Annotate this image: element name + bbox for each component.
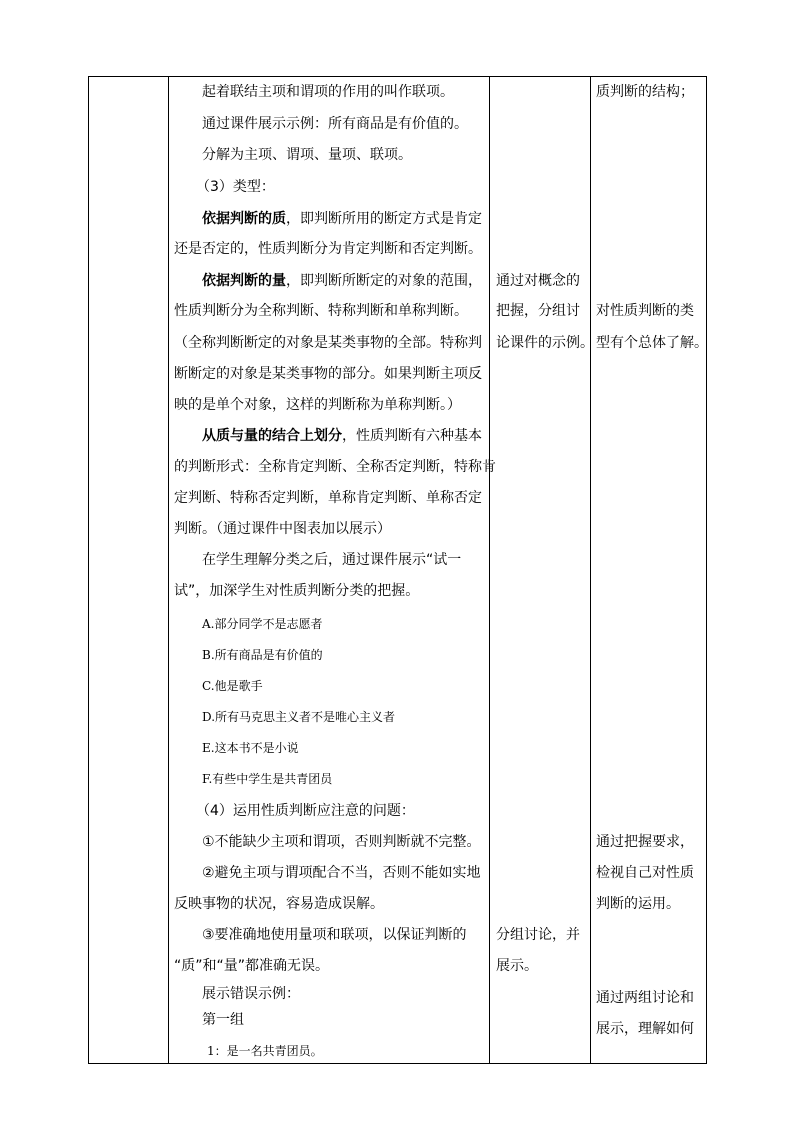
design-intent-line: 判断的运用。 [596,896,680,912]
content-paragraph: 从质与量的结合上划分，性质判断有六种基本 [202,428,482,444]
section-heading: （4）运用性质判断应注意的问题： [196,803,415,819]
bold-term: 从质与量的结合上划分 [202,428,342,444]
design-intent-line: 对性质判断的类 [596,303,694,319]
design-intent-line: 通过两组讨论和 [596,990,694,1006]
student-activity-cell [490,77,594,1063]
content-paragraph: 展示错误示例： [202,986,300,1002]
design-intent-line: 展示，理解如何 [596,1021,694,1037]
content-paragraph: ③要准确地使用量项和联项，以保证判断的 [202,927,467,943]
content-paragraph: “质”和“量”都准确无误。 [174,958,330,974]
content-paragraph: 定判断、特称否定判断，单称肯定判断、单称否定 [174,490,482,506]
content-paragraph: 判断。（通过课件中图表加以展示） [174,521,391,537]
example-item: 1：是一名共青团员。 [207,1044,323,1058]
example-item: F.有些中学生是共青团员 [202,772,333,786]
content-paragraph: 试”，加深学生对性质判断分类的把握。 [174,583,420,599]
bold-term: 依据判断的质 [202,211,286,227]
design-intent-line: 质判断的结构； [596,84,694,100]
content-paragraph: 分解为主项、谓项、量项、联项。 [202,147,412,163]
stage-cell [89,77,168,1063]
example-item: D.所有马克思主义者不是唯心主义者 [202,710,396,724]
content-paragraph: （全称判断断定的对象是某类事物的全部。特称判 [174,335,482,351]
content-cell [169,77,496,1063]
content-paragraph: 依据判断的量，即判断所断定的对象的范围， [202,273,482,289]
design-intent-line: 检视自己对性质 [596,865,694,881]
student-activity-line: 分组讨论，并 [496,927,580,943]
student-activity-line: 通过对概念的 [496,273,580,289]
content-paragraph: 的判断形式：全称肯定判断、全称否定判断，特称肯 [174,459,496,475]
content-paragraph: ①不能缺少主项和谓项，否则判断就不完整。 [202,834,481,850]
student-activity-line: 论课件的示例。 [496,335,594,351]
bold-term: 依据判断的量 [202,273,286,289]
design-intent-line: 型有个总体了解。 [596,335,708,351]
content-paragraph: 反映事物的状况，容易造成误解。 [174,896,384,912]
content-paragraph: ②避免主项与谓项配合不当，否则不能如实地 [202,865,481,881]
content-paragraph: 映的是单个对象，这样的判断称为单称判断。） [174,397,461,413]
content-paragraph: 在学生理解分类之后，通过课件展示“试一 [202,552,462,568]
content-paragraph: 还是否定的，性质判断分为肯定判断和否定判断。 [174,241,482,257]
design-intent-line: 通过把握要求， [596,834,694,850]
example-item: A.部分同学不是志愿者 [202,617,323,631]
lesson-table [88,76,707,1064]
content-paragraph: 通过课件展示示例：所有商品是有价值的。 [202,116,468,132]
section-heading: （3）类型： [196,179,275,195]
content-paragraph: 依据判断的质，即判断所用的断定方式是肯定 [202,211,482,227]
example-item: B.所有商品是有价值的 [202,648,323,662]
example-item: C.他是歌手 [202,679,263,693]
content-paragraph: 性质判断分为全称判断、特称判断和单称判断。 [174,303,468,319]
example-item: E.这本书不是小说 [202,741,299,755]
content-paragraph: 起着联结主项和谓项的作用的叫作联项。 [202,84,454,100]
student-activity-line: 展示。 [496,958,538,974]
content-paragraph: 第一组 [202,1012,244,1028]
design-intent-cell [591,77,706,1063]
content-paragraph: 断断定的对象是某类事物的部分。如果判断主项反 [174,366,482,382]
student-activity-line: 把握，分组讨 [496,303,580,319]
